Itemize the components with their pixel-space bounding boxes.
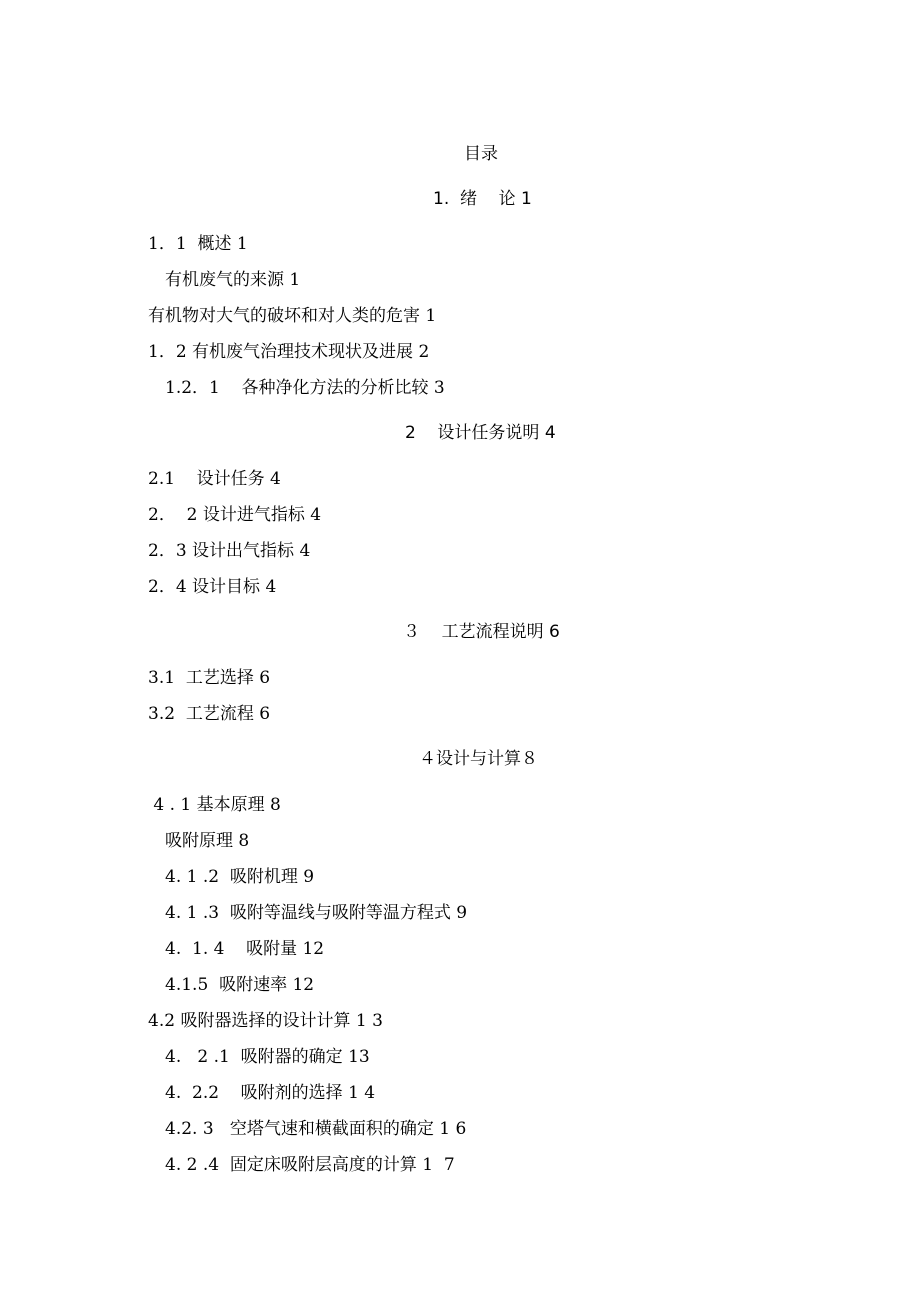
toc-chapter-3: ３ 工艺流程说明 6 [403,622,560,642]
toc-entry: 4. 1. 4 吸附量 12 [165,939,325,959]
toc-entry: 4. 1 .2 吸附机理 9 [165,867,315,887]
toc-entry: 4.2 吸附器选择的设计计算 1 3 [148,1011,383,1031]
toc-entry: 4 . 1 基本原理 8 [148,795,281,815]
toc-entry: 2．3 设计出气指标 4 [148,541,311,561]
toc-entry: 3.2 工艺流程 6 [148,704,271,724]
toc-entry: 有机废气的来源 1 [165,270,301,290]
toc-entry: 2.1 设计任务 4 [148,469,281,489]
toc-entry: 1.2．1 各种净化方法的分析比较 3 [165,378,445,398]
toc-entry: 4. 2 .1 吸附器的确定 13 [165,1047,370,1067]
toc-entry: 4.2. 3 空塔气速和横截面积的确定 1 6 [165,1119,467,1139]
toc-chapter-1: 1. 绪 论 1 [433,189,532,209]
toc-entry: 2． 2 设计进气指标 4 [148,505,322,525]
toc-entry: 1．1 概述 1 [148,234,248,254]
toc-entry: 4. 2.2 吸附剂的选择 1 4 [165,1083,376,1103]
toc-chapter-2: 2 设计任务说明 4 [405,423,556,443]
toc-entry: 4.1.5 吸附速率 12 [165,975,315,995]
toc-title: 目录 [464,144,498,164]
toc-entry: 有机物对大气的破坏和对人类的危害 1 [148,306,437,326]
toc-entry: 1．2 有机废气治理技术现状及进展 2 [148,342,430,362]
toc-entry: 2．4 设计目标 4 [148,577,277,597]
toc-entry: 吸附原理 8 [165,831,250,851]
toc-chapter-4: ４设计与计算８ [419,749,538,769]
toc-entry: 3.1 工艺选择 6 [148,668,271,688]
toc-entry: 4. 1 .3 吸附等温线与吸附等温方程式 9 [165,903,468,923]
toc-entry: 4. 2 .4 固定床吸附层高度的计算 1 7 [165,1155,455,1175]
